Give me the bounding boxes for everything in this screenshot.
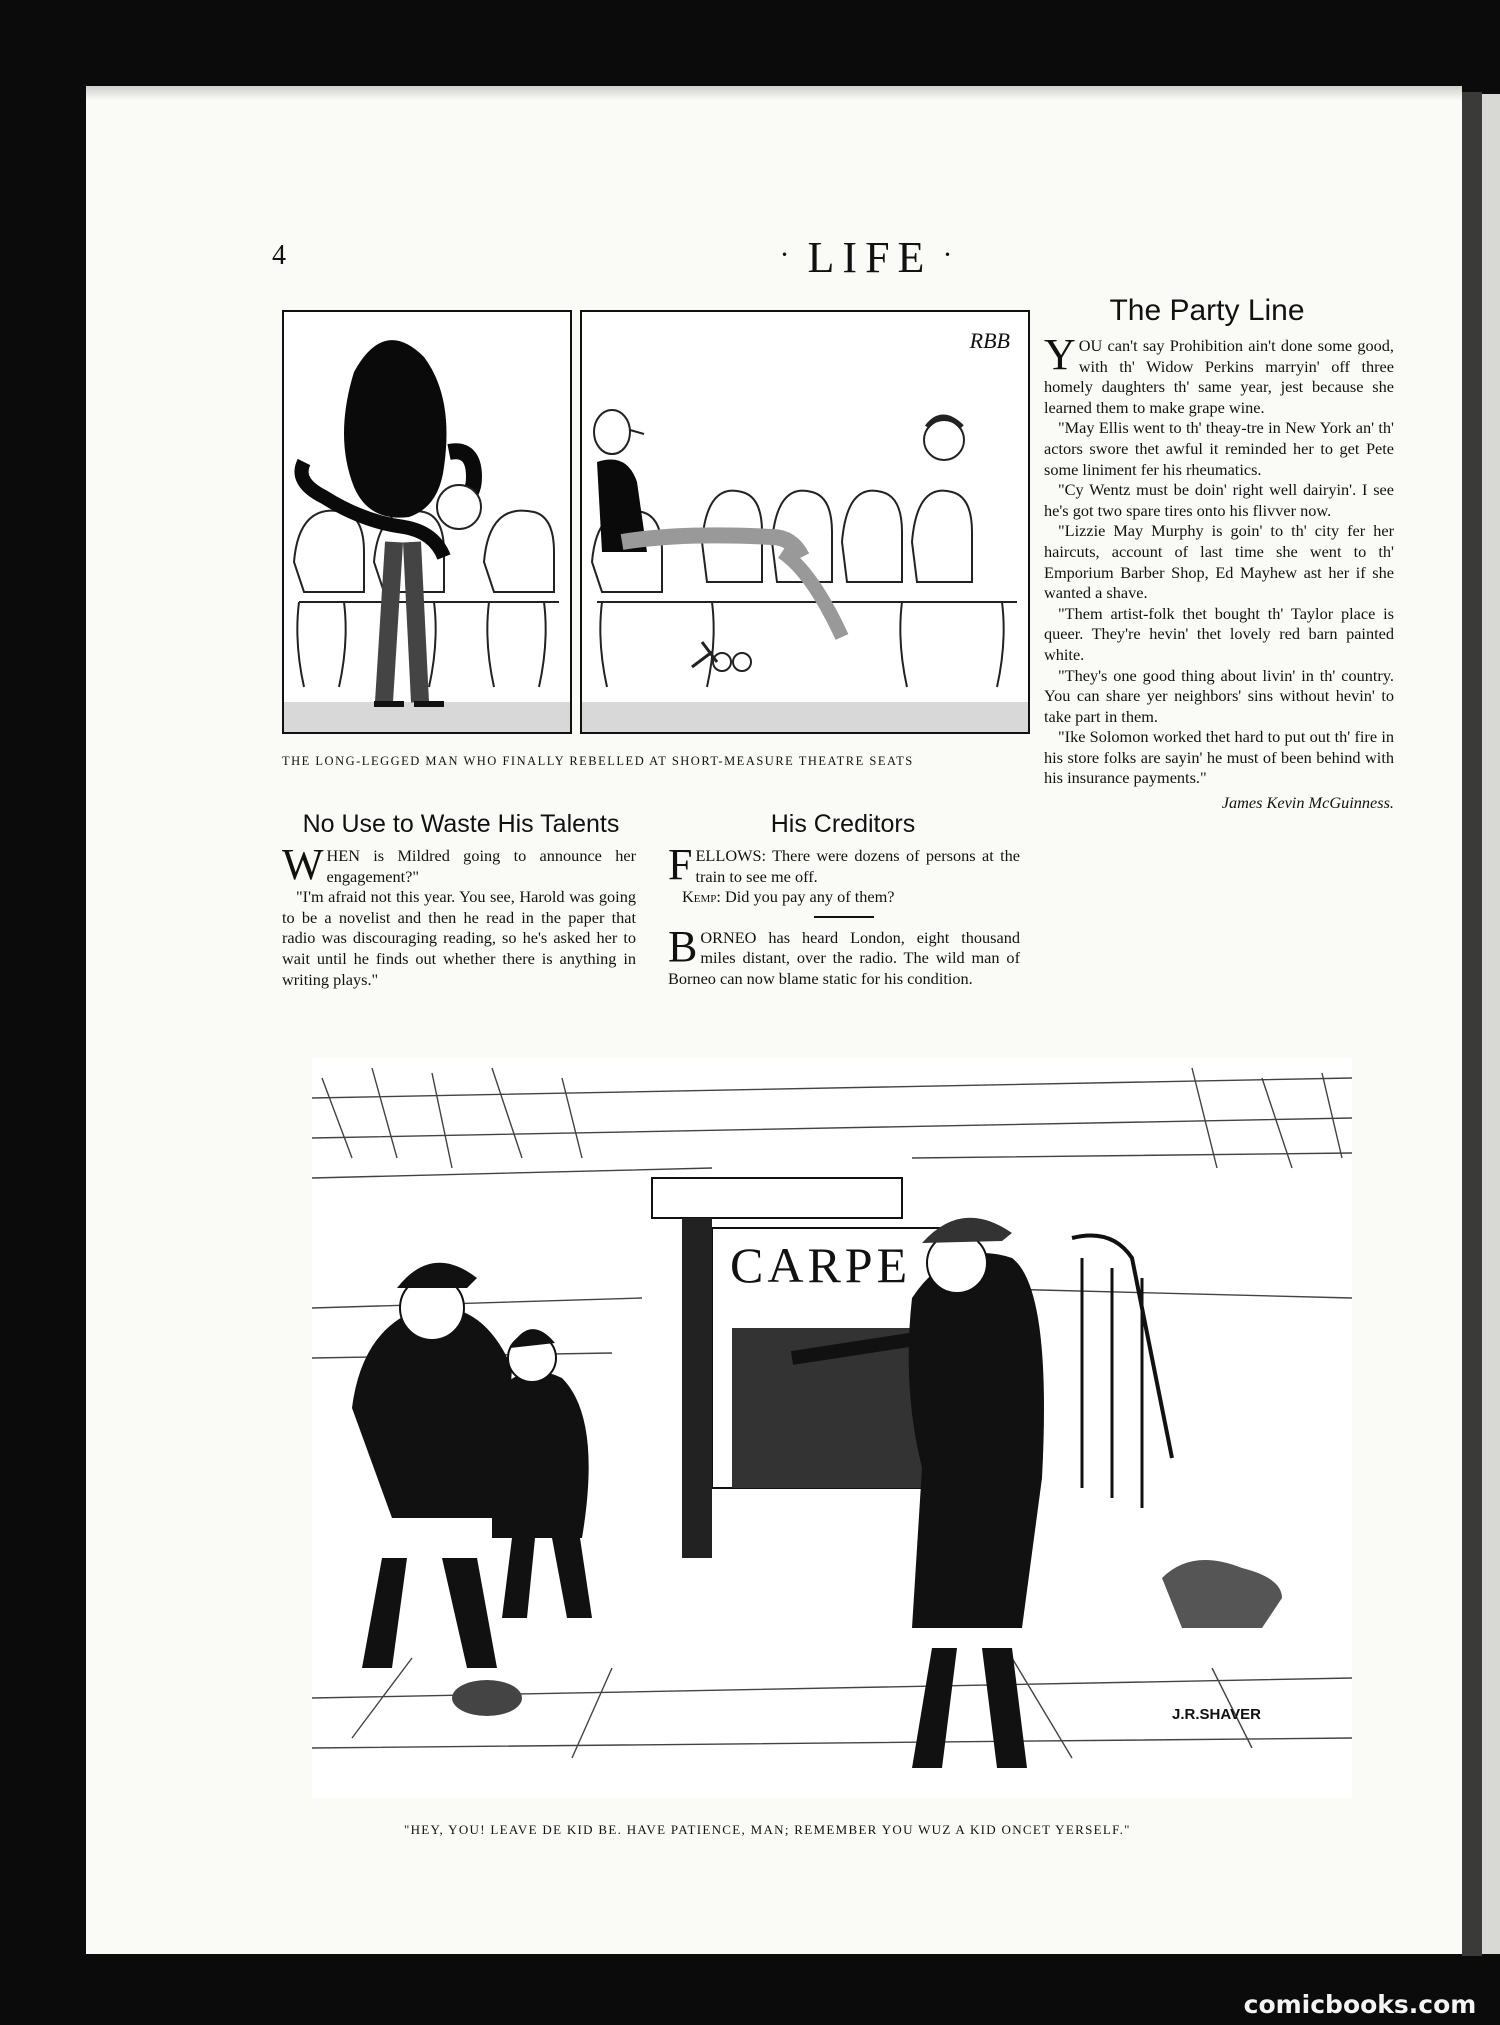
talents-paragraph-2: "I'm afraid not this year. You see, Harold was going to be a novelist and then he read in the paper that radio was discouraging reading, so he's asked her to wait until he finds out whether there is anything in writing plays." (282, 887, 636, 989)
magazine-title: LIFE (807, 233, 933, 282)
long-legged-man-seated-illustration (582, 312, 1028, 732)
street-scene-illustration (312, 1058, 1352, 1798)
party-line-paragraph-3: "Cy Wentz must be doin' right well dairyin'. I see he's got two spare tires onto his flivver now. (1044, 480, 1394, 520)
long-legged-man-stooped-illustration (284, 312, 570, 732)
talents-paragraph-1: WHEN is Mildred going to announce her engagement?" (282, 840, 636, 889)
cartoon-panel-right (580, 310, 1030, 734)
talents-body (282, 840, 636, 990)
party-line-body (1044, 330, 1394, 814)
party-line-paragraph-1: YOU can't say Prohibition ain't done some good, with th' Widow Perkins marryin' off three homely daughters th' same year, jest because she learned them to make grape wine. (1044, 330, 1394, 417)
borneo-paragraph: BORNEO has heard London, eight thousand miles distant, over the radio. The wild man of Borneo can now blame static for his condition. (668, 921, 1020, 988)
magazine-masthead (700, 232, 1040, 283)
bottom-cartoonist-signature: J.R.SHAVER (1172, 1706, 1261, 1723)
masthead-dot-left: · (779, 238, 798, 271)
creditors-dialogue-2: Kemp: Did you pay any of them? (682, 887, 895, 907)
facing-page-gutter (1462, 92, 1482, 1956)
facing-page-edge (1482, 94, 1500, 1954)
party-line-paragraph-6: "They's one good thing about livin' in th' country. You can share yer neighbors' sins without hevin' to take part in them. (1044, 665, 1394, 726)
talents-title: No Use to Waste His Talents (302, 810, 620, 838)
party-line-paragraph-2: "May Ellis went to th' theay-tre in New York an' th' actors swore thet awful it reminded her to get Pete some liniment fer his rheumatics. (1044, 418, 1394, 479)
party-line-title: The Party Line (1109, 294, 1305, 327)
borneo-dropcap: B (668, 921, 698, 971)
cartoon-panel-left (282, 310, 572, 734)
party-line-paragraph-4: "Lizzie May Murphy is goin' to th' city fer her haircuts, account of last time she went to th' Emporium Barber Shop, Ed Mayhew ast her if she wanted a shave. (1044, 521, 1394, 603)
street-kids-cartoon (312, 1058, 1352, 1798)
party-line-paragraph-5: "Them artist-folk thet bought th' Taylor place is queer. They're hevin' thet lovely red barn painted white. (1044, 603, 1394, 664)
site-watermark: comicbooks.com (1243, 1990, 1477, 2019)
party-line-byline: James Kevin McGuinness. (1221, 793, 1394, 813)
shop-sign-text: CARPE (730, 1237, 912, 1293)
section-divider (814, 916, 874, 918)
cartoonist-signature: RBB (969, 328, 1010, 353)
bottom-cartoon-caption: "HEY, YOU! LEAVE DE KID BE. HAVE PATIENCE, MAN; REMEMBER YOU WUZ A KID ONCET YERSELF." (404, 1822, 1131, 1837)
talents-dropcap: W (282, 840, 324, 889)
scan-shadow (86, 86, 1462, 100)
creditors-title: His Creditors (770, 810, 916, 838)
masthead-dot-right: · (942, 238, 961, 271)
creditors-body (668, 840, 1020, 990)
party-line-dropcap: Y (1044, 330, 1076, 379)
page-number: 4 (272, 240, 286, 271)
party-line-paragraph-7: "Ike Solomon worked thet hard to put out th' fire in his store folks are sayin' he must of been behind with his insurance payments." (1044, 727, 1394, 788)
creditors-dialogue-1: FELLOWS: There were dozens of persons at the train to see me off. (668, 840, 1020, 889)
top-cartoon-caption: THE LONG-LEGGED MAN WHO FINALLY REBELLED AT SHORT-MEASURE THEATRE SEATS (282, 754, 914, 768)
creditors-dropcap: F (668, 840, 693, 889)
